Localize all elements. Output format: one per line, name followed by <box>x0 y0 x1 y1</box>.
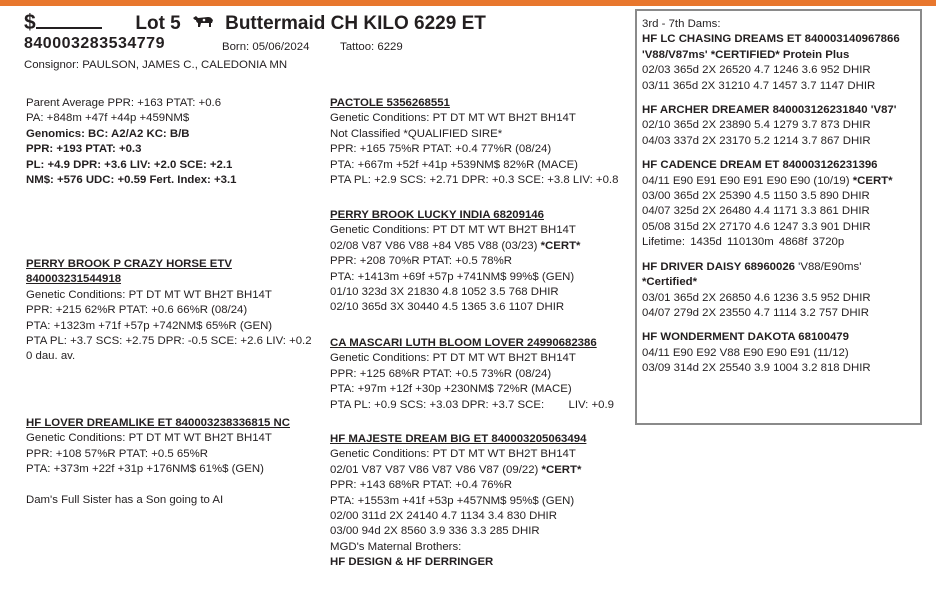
dam-registration: 840003231544918 <box>26 273 122 286</box>
mgd-dam-name: HF MAJESTE DREAM BIG ET 840003205063494 <box>330 433 587 445</box>
dam5-record: 05/08 315d 2X 27170 4.6 1247 3.3 901 DHIR <box>642 220 871 233</box>
sire-block <box>330 96 618 188</box>
mgd-dam-line: MGD's Maternal Brothers: <box>330 540 462 553</box>
granddam-line: PTA: +373m +22f +31p +176NM$ 61%$ (GEN) <box>26 463 264 476</box>
mgd-sire-line: 02/10 365d 3X 30440 4.5 1365 3.6 1107 DHIR <box>330 301 565 314</box>
dam-line: PTA PL: +3.7 SCS: +2.75 DPR: -0.5 SCE: +2.6 LIV: +0.2 <box>26 335 312 348</box>
dam5-record: 04/07 325d 2X 26480 4.4 1171 3.3 861 DHIR <box>642 205 870 218</box>
mgd-sire-line: PPR: +208 70%R PTAT: +0.5 78%R <box>330 255 512 268</box>
cert-badge: *CERT* <box>540 239 581 252</box>
dam5-record: 03/00 365d 2X 25390 4.5 1150 3.5 890 DHIR <box>642 190 870 203</box>
dam3-record: 02/03 365d 2X 26520 4.7 1246 3.6 952 DHIR <box>642 64 871 77</box>
dam-line: 0 dau. av. <box>26 350 76 363</box>
dams-box <box>635 9 922 425</box>
sire-dam-block <box>330 336 616 413</box>
genomic-tests: Genomics: BC: A2/A2 KC: B/B <box>26 127 190 140</box>
granddam-line: PPR: +108 57%R PTAT: +0.5 65%R <box>26 447 208 460</box>
dam-line: PTA: +1323m +71f +57p +742NM$ 65%R (GEN) <box>26 319 273 332</box>
dam7-record: 03/09 314d 2X 25540 3.9 1004 3.2 818 DHIR <box>642 362 871 375</box>
sire-dam-line: PTA: +97m +12f +30p +230NM$ 72%R (MACE) <box>330 383 572 396</box>
mgd-sire-block <box>330 208 580 316</box>
mgd-dam-block <box>330 432 586 571</box>
sire-line: PPR: +165 75%R PTAT: +0.4 77%R (08/24) <box>330 143 552 156</box>
dam-line: Genetic Conditions: PT DT MT WT BH2T BH14T <box>26 288 272 301</box>
lot-number: Lot 5 <box>135 13 181 34</box>
dam4-name: HF ARCHER DREAMER 840003126231840 'V87' <box>642 104 897 117</box>
maternal-brothers: HF DESIGN & HF DERRINGER <box>330 556 494 569</box>
sire-dam-name: CA MASCARI LUTH BLOOM LOVER 24990682386 <box>330 337 597 349</box>
dam6-certified: *Certified* <box>642 276 698 289</box>
birth-date: Born: 05/06/2024 <box>222 41 310 53</box>
dam6-score: 'V88/E90ms' <box>795 260 862 273</box>
top-accent-bar <box>0 0 936 6</box>
dam-line: PPR: +215 62%R PTAT: +0.6 66%R (08/24) <box>26 304 248 317</box>
price-symbol: $ <box>24 11 37 34</box>
granddam-line: Genetic Conditions: PT DT MT WT BH2T BH14T <box>26 432 272 445</box>
mgd-sire-classification: 02/08 V87 V86 V88 +84 V85 V88 (03/23) *CERT* <box>330 239 581 252</box>
dam6-name: HF DRIVER DAISY 68960026 'V88/E90ms' <box>642 260 862 273</box>
dam6-record: 03/01 365d 2X 26850 4.6 1236 3.5 952 DHIR <box>642 291 871 304</box>
dam5-name: HF CADENCE DREAM ET 840003126231396 <box>642 159 878 172</box>
mgd-dam-line: PPR: +143 68%R PTAT: +0.4 76%R <box>330 479 512 492</box>
dam3-record: 03/11 365d 2X 31210 4.7 1457 3.7 1147 DHIR <box>642 79 876 92</box>
parent-average: Parent Average PPR: +163 PTAT: +0.6 <box>26 97 222 109</box>
mgd-sire-line: PTA: +1413m +69f +57p +741NM$ 99%$ (GEN) <box>330 270 575 283</box>
cert-badge: *CERT* <box>541 463 582 476</box>
parent-average-pta: PA: +848m +47f +44p +459NM$ <box>26 112 190 125</box>
lot-header <box>24 11 486 36</box>
dam3-classification: 'V88/V87ms' *CERTIFIED* Protein Plus <box>642 48 850 61</box>
dams-box-title: 3rd - 7th Dams: <box>642 18 721 30</box>
mgd-sire-line: Genetic Conditions: PT DT MT WT BH2T BH14T <box>330 224 576 237</box>
mgd-sire-line: 01/10 323d 3X 21830 4.8 1052 3.5 768 DHIR <box>330 286 559 299</box>
dam7-classification: 04/11 E90 E92 V88 E90 E90 E91 (11/12) <box>642 346 849 359</box>
genomic-health: PL: +4.9 DPR: +3.6 LIV: +2.0 SCE: +2.1 <box>26 158 233 171</box>
mgd-dam-classification: 02/01 V87 V87 V86 V87 V86 V87 (09/22) *CERT* <box>330 463 582 476</box>
cow-icon <box>192 14 214 33</box>
mgd-sire-name: PERRY BROOK LUCKY INDIA 68209146 <box>330 209 544 221</box>
registration-number: 840003283534779 <box>24 35 165 52</box>
sire-line: Not Classified *QUALIFIED SIRE* <box>330 127 503 140</box>
granddam-block <box>26 416 290 508</box>
sire-name: PACTOLE 5356268551 <box>330 97 450 109</box>
cert-badge: *CERT* <box>852 174 893 187</box>
sire-dam-line: PPR: +125 68%R PTAT: +0.5 73%R (08/24) <box>330 367 552 380</box>
genomic-ppr: PPR: +193 PTAT: +0.3 <box>26 143 142 156</box>
dam3-name: HF LC CHASING DREAMS ET 840003140967866 <box>642 33 900 46</box>
consignor: Consignor: PAULSON, JAMES C., CALEDONIA MN <box>24 59 288 71</box>
genomic-indexes: NM$: +576 UDC: +0.59 Fert. Index: +3.1 <box>26 174 237 187</box>
dam6-record: 04/07 279d 2X 23550 4.7 1114 3.2 757 DHIR <box>642 306 869 319</box>
sire-line: Genetic Conditions: PT DT MT WT BH2T BH14T <box>330 112 576 125</box>
mgd-dam-line: 03/00 94d 2X 8560 3.9 336 3.3 285 DHIR <box>330 525 540 538</box>
sire-line: PTA PL: +2.9 SCS: +2.71 DPR: +0.3 SCE: +3.8 LIV: +0.8 <box>330 174 619 187</box>
granddam-note: Dam's Full Sister has a Son going to AI <box>26 493 224 506</box>
dam4-record: 02/10 365d 2X 23890 5.4 1279 3.7 873 DHIR <box>642 119 871 132</box>
dam-block <box>26 257 312 365</box>
sire-dam-line: Genetic Conditions: PT DT MT WT BH2T BH14T <box>330 352 576 365</box>
sire-dam-pl-row: PTA PL: +0.9 SCS: +3.03 DPR: +3.7 SCE: LIV: +0.9 <box>330 398 616 413</box>
animal-name: Buttermaid CH KILO 6229 ET <box>225 13 486 34</box>
mgd-dam-line: Genetic Conditions: PT DT MT WT BH2T BH14T <box>330 448 576 461</box>
dam-name: PERRY BROOK P CRAZY HORSE ETV <box>26 258 232 270</box>
dam5-classification: 04/11 E90 E91 E90 E91 E90 E90 (10/19) *CERT* <box>642 174 893 187</box>
granddam-name: HF LOVER DREAMLIKE ET 840003238336815 NC <box>26 417 290 429</box>
sire-line: PTA: +667m +52f +41p +539NM$ 82%R (MACE) <box>330 158 578 171</box>
genomics-block <box>26 96 237 188</box>
tattoo: Tattoo: 6229 <box>340 41 403 53</box>
sire-dam-liv: LIV: +0.9 <box>568 398 614 411</box>
dam5-lifetime: Lifetime: 1435d 110130m 4868f 3720p <box>642 236 845 249</box>
dam4-record: 04/03 337d 2X 23170 5.2 1214 3.7 867 DHIR <box>642 134 871 147</box>
price-blank-line <box>36 11 102 29</box>
dam7-name: HF WONDERMENT DAKOTA 68100479 <box>642 331 849 344</box>
mgd-dam-line: 02/00 311d 2X 24140 4.7 1134 3.4 830 DHIR <box>330 510 557 523</box>
mgd-dam-line: PTA: +1553m +41f +53p +457NM$ 95%$ (GEN) <box>330 494 575 507</box>
